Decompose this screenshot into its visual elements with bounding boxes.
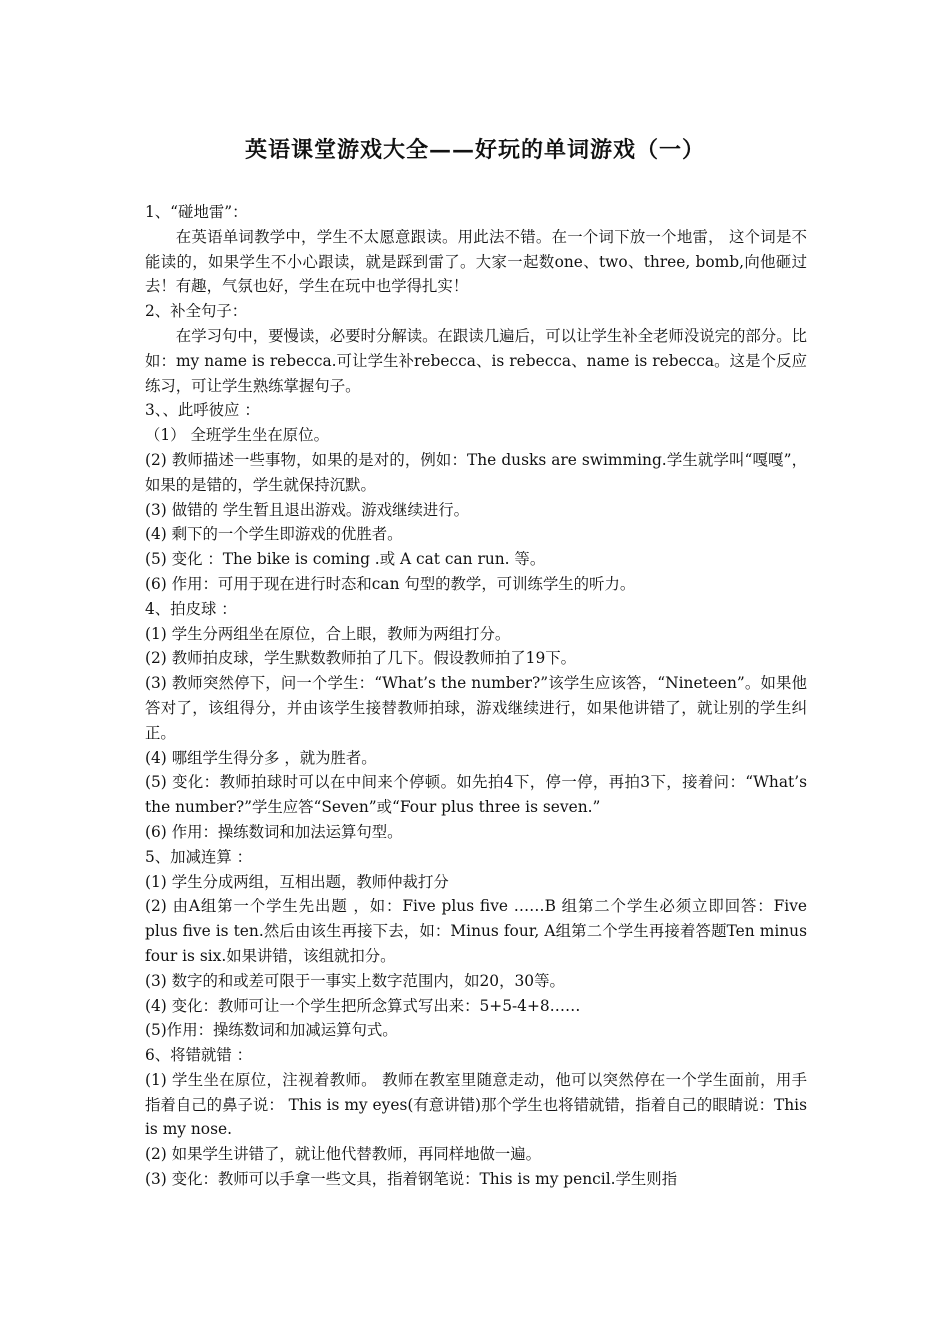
list-item: (3) 数字的和或差可限于一事实上数字范围内，如20，30等。 <box>145 971 565 990</box>
list-item: (3) 做错的 学生暂且退出游戏。游戏继续进行。 <box>145 500 470 519</box>
section-heading-2: 2、补全句子： <box>145 302 248 321</box>
list-item: (2) 教师描述一些事物，如果的是对的，例如：The dusks are swimming.学生就学叫“嘎嘎”，如果的是错的，学生就保持沉默。 <box>145 450 807 494</box>
list-item: (5) 变化 ：The bike is coming .或 A cat can run. 等。 <box>145 550 546 569</box>
document-body <box>145 200 807 1192</box>
list-item: (1) 学生分成两组，互相出题，教师仲裁打分 <box>145 872 449 891</box>
list-item: (3) 教师突然停下，问一个学生：“What’s the number?”该学生应该答，“Nineteen”。如果他答对了，该组得分，并由该学生接替教师拍球，游戏继续进行，如果他讲错了，就让别的学生纠正。 <box>145 674 807 742</box>
section-heading-6: 6、将错就错 ： <box>145 1046 253 1065</box>
list-item: (5) 变化：教师拍球时可以在中间来个停顿。如先拍4下，停一停，再拍3下，接着问：“What’s the number?”学生应答“Seven”或“Four plus three is seven.” <box>145 773 807 817</box>
paragraph: 在学习句中，要慢读，必要时分解读。在跟读几遍后，可以让学生补全老师没说完的部分。比如：my name is rebecca.可让学生补rebecca、is rebecca、name is rebecca。这是个反应练习，可让学生熟练掌握句子。 <box>145 326 807 395</box>
section-heading-3: 3、、此呼彼应 ： <box>145 401 260 420</box>
section-heading-1: 1、“碰地雷”： <box>145 203 248 221</box>
list-item: (6) 作用：可用于现在进行时态和can 句型的教学，可训练学生的听力。 <box>145 574 636 593</box>
list-item: (2) 由A组第一个学生先出题 ，如：Five plus five ……B 组第二个学生必须立即回答：Five plus five is ten.然后由该生再接下去，如：Minus four, A组第二个学生再接着答题Ten minus four is six.如果讲错，该组就扣分。 <box>145 897 807 965</box>
list-item: (6) 作用：操练数词和加法运算句型。 <box>145 822 403 841</box>
list-item: (3) 变化：教师可以手拿一些文具，指着钢笔说：This is my pencil.学生则指 <box>145 1170 678 1189</box>
list-item: (1) 学生坐在原位，注视着教师。 教师在教室里随意走动，他可以突然停在一个学生面前，用手指着自己的鼻子说： This is my eyes(有意讲错)那个学生也将错就错，指着自己的眼睛说：This is my nose. <box>145 1070 807 1139</box>
list-item: (4) 剩下的一个学生即游戏的优胜者。 <box>145 525 403 544</box>
list-item: (5)作用：操练数词和加减运算句式。 <box>145 1021 398 1040</box>
list-item: (4) 哪组学生得分多 ，就为胜者。 <box>145 748 377 767</box>
document-title: 英语课堂游戏大全——好玩的单词游戏（一） <box>244 137 705 163</box>
list-item: (4) 变化：教师可让一个学生把所念算式写出来：5+5-4+8…… <box>145 996 581 1015</box>
list-item: (1) 学生分两组坐在原位，合上眼，教师为两组打分。 <box>145 624 511 643</box>
list-item: (2) 教师拍皮球，学生默数教师拍了几下。假设教师拍了19下。 <box>145 649 577 668</box>
section-heading-5: 5、加减连算 ： <box>145 847 253 866</box>
paragraph: 在英语单词教学中，学生不太愿意跟读。用此法不错。在一个词下放一个地雷， 这个词是不能读的，如果学生不小心跟读，就是踩到雷了。大家一起数one、two、three, bomb,向他砸过去！有趣，气氛也好，学生在玩中也学得扎实！ <box>145 227 807 296</box>
list-item: (2) 如果学生讲错了，就让他代替教师，再同样地做一遍。 <box>145 1145 542 1164</box>
list-item: （1） 全班学生坐在原位。 <box>145 426 329 445</box>
section-heading-4: 4、拍皮球 ： <box>145 599 237 618</box>
